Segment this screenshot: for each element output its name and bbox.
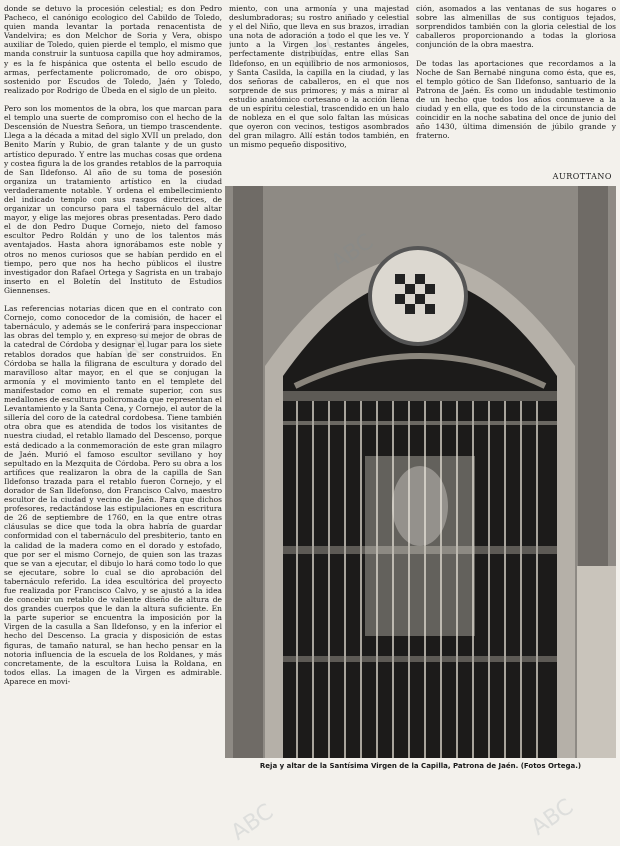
watermark: ABC <box>116 319 169 366</box>
article-column-1: donde se detuvo la procesión celestial; es don Pedro Pacheco, el canónigo ecologico del Cabildo de Toledo, quien manda levantar la portada renacentista de Vandelvira; es don Melchor de Soria y Vera, obispo auxiliar de Toledo, quien pierde el templo, el mismo que manda construir la suntuosa capilla que hoy admiramos, y es la fe hispánica que ostenta el bello escudo de armas, perfectamente policromado, de oro obispo, sostenido por Escudos de Toledo, Jaén y Toledo, realizado por Rodrigo de Úbeda en el siglo de un pleito. Pero son los momentos de la obra, los que marcan para el templo una suerte de compromiso con el hecho de la Descensión de Nuestra Señora, un tiempo trascendente. Llega a la década a mitad del siglo XVII un prelado, don Benito Marín y Rubio, de gran talante y de un gusto artístico depurado. Y entre las muchas cosas que ordena y costea figura la de los grandes retablos de la parroquia de San Ildefonso. Al año de su toma de posesión organiza un tratamiento artístico en la ciudad verdaderamente notable. Y ordena el embellecimiento del indicado templo con sus rasgos directrices, de organizar un concurso para el tabernáculo del altar mayor, y elige las mejores obras presentadas. Pero dado el de don Pedro Duque Cornejo, nieto del famoso escultor Pedro Roldán y uno de los talentos más aventajados. Hasta ahora ignorábamos este noble y otros no menos curiosos que se habían perdido en el tiempo, pero que nos ha hecho públicos el ilustre investigador don Rafael Ortega y Sagrista en un trabajo inserto en el Boletín del Instituto de Estudios Giennenses. Las referencias notarias dicen que en el contrato con Cornejo, como conocedor de la comisión, de hacer el tabernáculo, y además se le conferirá para inspeccionar las obras del templo y, en expreso su mejor de obras de la catedral de Córdoba y designar el lugar para los siete retablos dorados que habían de ser construidos. En Córdoba se halla la filigrana de escultura y dorado del maravilloso altar mayor, en el que se conjugan la armonía y el movimiento tanto en el templete del manifestador como en el remate superior, con sus medallones de escultura policromada que representan el Levantamiento y la Santa Cena, y Cornejo, el autor de la sillería del coro de la catedral cordobesa. Tiene también otra obra que es atendida de todos los visitantes de nuestra ciudad, el retablo llamado del Descenso, porque está dedicado a la conmemoración de este gran milagro de Jaén. Murió el famoso escultor sevillano y hoy sepultado en la Mezquita de Córdoba. Pero su obra a los artífices que realizaron la obra de la capilla de San Ildefonso trazada para el retablo fueron Cornejo, y el dorador de San Ildefonso, don Francisco Calvo, maestro escultor de la ciudad y vecino de Jaén. Para que dichos profesores, redactándose las estipulaciones en escritura de 26 de septiembre de 1760, en la que entre otras cláusulas se dice que toda la obra habría de guardar conformidad con el tabernáculo del presbiterio, tanto en la calidad de la madera como en el dorado y estofado, que por ser el mismo Cornejo, de quien son las trazas que se van a ejecutar, el dibujo lo hará como todo lo que se ejecutare, sobre lo cual se dio aprobación del tabernáculo referido. La idea escultórica del proyecto fue realizada por Francisco Calvo, y se ajustó a la idea de concebir un retablo de valiente diseño de altura de dos grandes cuerpos que le dan la altura suficiente. En la parte superior se encuentra la imposición por la Virgen de la casulla a San Ildefonso, y en la inferior el hecho del Descenso. La gracia y disposición de estas figuras, de tamaño natural, se han hecho pensar en la notoria influencia de la escuela de los Roldanes, y más concretamente, de la escultora Luisa la Roldana, en todos ellas. La imagen de la Virgen es admirable. Aparece en movi- <box>4 4 222 686</box>
article-column-3: ción, asomados a las ventanas de sus hogares o sobre las almenillas de sus contiguos tejados, sorprendidos también con la gloria celestial de los caballeros proporcionando a todas la gloriosa conjunción de la obra maestra. De todas las aportaciones que recordamos a la Noche de San Bernabé ninguna como ésta, que es, el templo gótico de San Ildefonso, santuario de la Patrona de Jaén. Es como un indudable testimonio de un hecho que todos los años conmueve a la ciudad y en ella, que es todo de la circunstancia de coincidir en la noche sabatina del once de junio del año 1430, última dimensión de júbilo grande y fraterno. <box>416 4 616 141</box>
watermark: ABC <box>226 799 279 846</box>
chapel-grille-photo <box>225 186 616 758</box>
article-column-2: miento, con una armonía y una majestad deslumbradoras; su rostro aniñado y celestial y el del Niño, que lleva en sus brazos, irradian una nota de adoración a todo el que les ve. Y junto a la Virgen los restantes ángeles, perfectamente distribuidas, entre ellas San Ildefonso, en un equilibrio de nos armoniosos, y Santa Casilda, la capilla en la ciudad, y las dos señoras de caballeros, en el que nos sorprende de sus primores; y más a mirar al estudio anatómico cortesano o la acción llena de un espíritu celestial, trascendido en un halo de nobleza en el que solo faltan las músicas que oyeron con vecinos, testigos asombrados del gran milagro. Allí están todos también, en un mismo pequeño dispositivo, <box>229 4 409 150</box>
watermark: ABC <box>296 29 349 76</box>
photo-caption: Reja y altar de la Santísima Virgen de la Capilla, Patrona de Jaén. (Fotos Ortega.) <box>259 762 582 770</box>
watermark: ABC <box>526 794 579 841</box>
author-signature: AUROTTANO <box>552 172 612 181</box>
